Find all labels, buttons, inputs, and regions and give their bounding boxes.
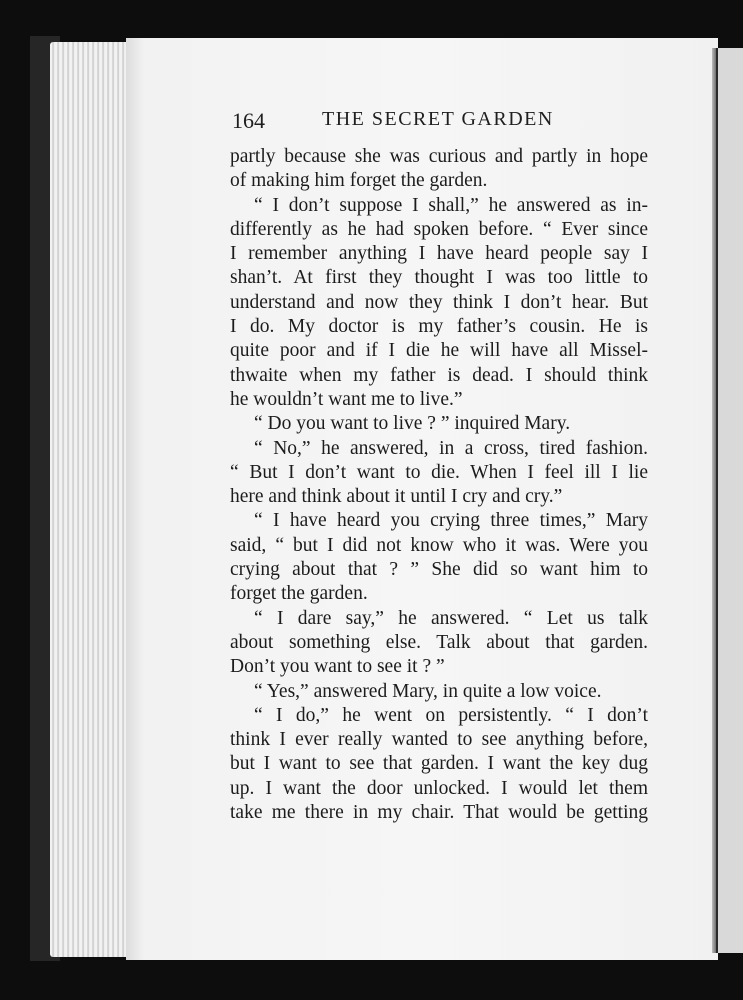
text-line: “ I do,” he went on persistently. “ I don’t — [254, 704, 648, 726]
text-line: I remember anything I have heard people say I — [230, 243, 648, 265]
text-line: about something else. Talk about that garden. — [230, 631, 648, 653]
text-line: said, “ but I did not know who it was. Were you — [230, 534, 648, 556]
text-line: differently as he had spoken before. “ Ever since — [230, 218, 648, 240]
text-line: I do. My doctor is my father’s cousin. He is — [230, 316, 648, 338]
text-line: take me there in my chair. That would be getting — [230, 802, 648, 824]
text-line: here and think about it until I cry and cry.” — [230, 486, 563, 508]
text-line: but I want to see that garden. I want the key dug — [230, 753, 648, 775]
text-line: quite poor and if I die he will have all Missel- — [230, 340, 648, 362]
text-line: “ I don’t suppose I shall,” he answered as in- — [254, 194, 648, 216]
text-line: “ Yes,” answered Mary, in quite a low voice. — [254, 680, 602, 702]
text-line: forget the garden. — [230, 583, 368, 605]
text-line: he wouldn’t want me to live.” — [230, 388, 463, 410]
page-number: 164 — [232, 108, 265, 133]
text-line: shan’t. At first they thought I was too little to — [230, 267, 648, 289]
page-edges — [50, 42, 134, 957]
text-line: think I ever really wanted to see anything before, — [230, 729, 648, 751]
text-line: understand and now they think I don’t hear. But — [230, 291, 648, 313]
text-line: thwaite when my father is dead. I should think — [230, 364, 648, 386]
text-line: Don’t you want to see it ? ” — [230, 656, 445, 678]
page-header — [232, 108, 642, 138]
text-line: of making him forget the garden. — [230, 170, 488, 192]
text-line: up. I want the door unlocked. I would let them — [230, 777, 648, 799]
running-title: THE SECRET GARDEN — [322, 108, 554, 130]
facing-page-edge — [716, 48, 743, 953]
text-line: “ No,” he answered, in a cross, tired fashion. — [254, 437, 648, 459]
text-line: “ I dare say,” he answered. “ Let us talk — [254, 607, 648, 629]
text-line: “ But I don’t want to die. When I feel ill I lie — [230, 461, 648, 483]
text-line: crying about that ? ” She did so want him to — [230, 559, 648, 581]
text-line: “ Do you want to live ? ” inquired Mary. — [254, 413, 571, 435]
text-line: “ I have heard you crying three times,” Mary — [254, 510, 648, 532]
body-text — [230, 145, 648, 825]
text-line: partly because she was curious and partly in hope — [230, 146, 648, 167]
